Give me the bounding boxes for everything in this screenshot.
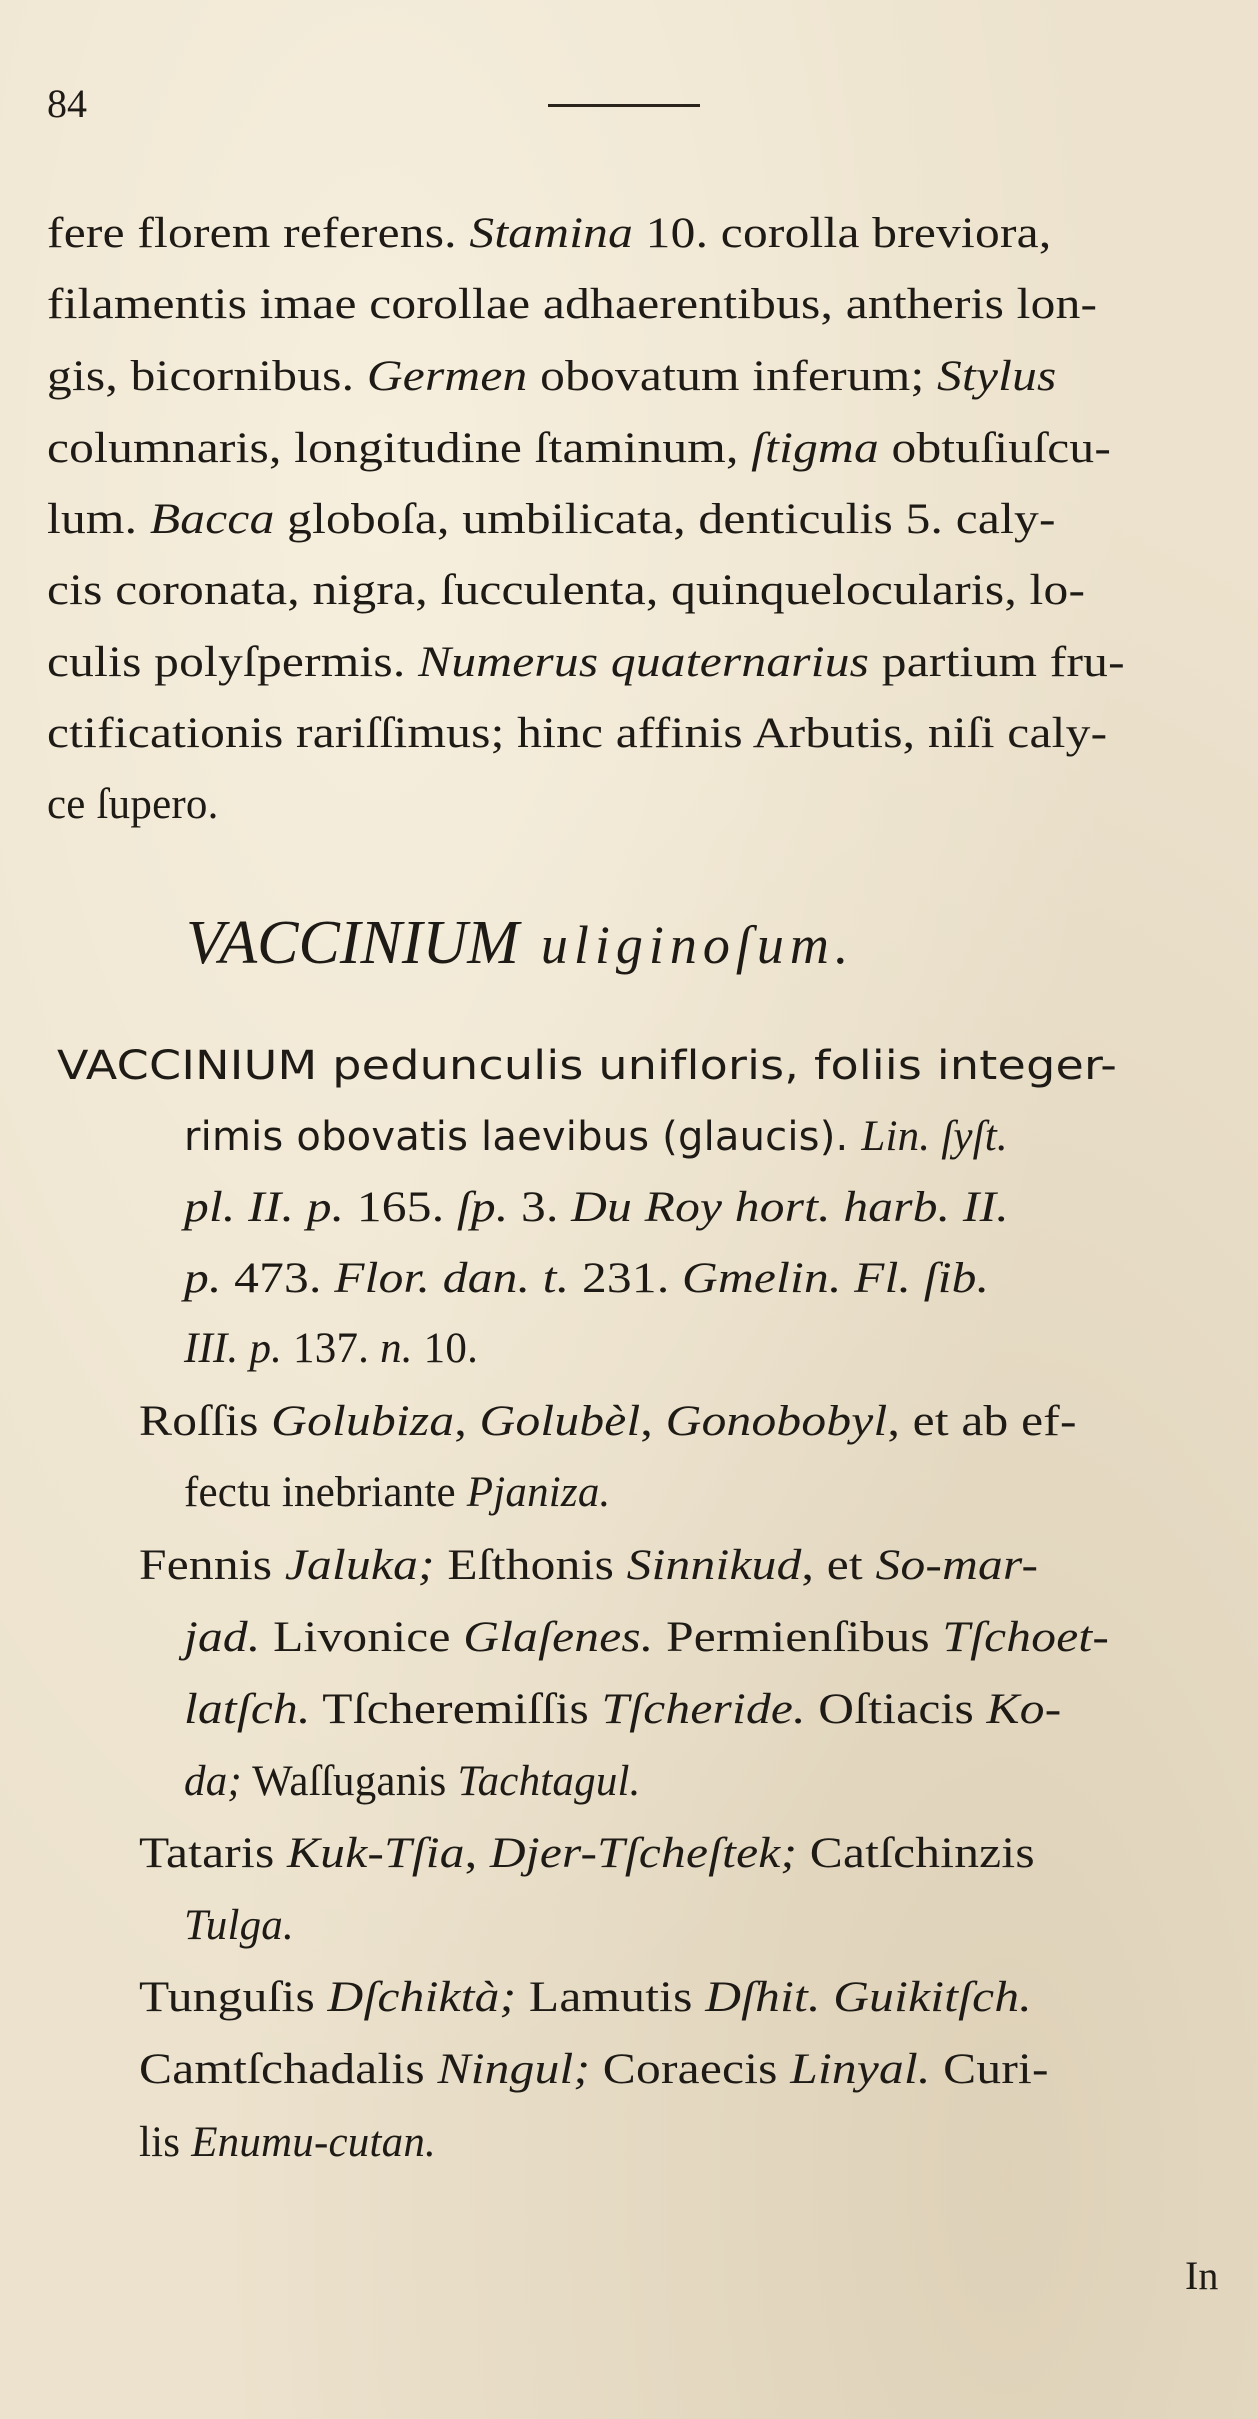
italic-text: Stylus [937,353,1057,400]
species-name: uliginoſum. [540,915,855,975]
entry-line [139,1544,1038,1587]
italic-text: Golubiza [271,1398,455,1445]
text-run: Roſſis [139,1398,272,1445]
entry-line [139,1832,1035,1875]
text-run: Tſcheremiſſis [310,1686,602,1733]
text-run: lis [139,2119,192,2166]
italic-text: III. p. [184,1325,283,1372]
text-run: , et [801,1542,876,1589]
entry-line [184,1257,989,1300]
italic-text: So-mar- [875,1542,1039,1589]
text-run: Oſtiacis [805,1686,987,1733]
italic-text: p. [184,1255,222,1302]
italic-text: n. [380,1325,413,1372]
entry-line [139,2121,436,2164]
text-run: obovatum inferum; [527,353,938,400]
entry-line [184,1760,641,1803]
catchword: In [1185,2253,1219,2298]
entry-line [184,1186,1009,1229]
italic-text: Sinnikud [626,1542,802,1589]
description-line [47,355,1057,398]
entry-line [184,1616,1109,1659]
text-run: Permienſibus [653,1614,943,1661]
italic-text: Ko- [986,1686,1062,1733]
text-run: 231. [569,1255,683,1302]
italic-text: jad. [184,1614,261,1661]
italic-text: ſp. [456,1184,509,1231]
text-run: cis coronata, nigra, ſucculenta, quinquelocularis, lo- [47,567,1086,614]
text-run: Livonice [260,1614,464,1661]
text-run: fere florem referens. [47,210,470,257]
text-run: rimis obovatis laevibus (glaucis). [184,1114,862,1160]
page-number: 84 [47,81,87,126]
italic-text: Tulga. [184,1902,294,1949]
italic-text: Dſhit. Guikitſch. [705,1974,1032,2021]
description-line [47,498,1056,541]
italic-text: Dſchiktà; [327,1974,517,2021]
text-run: obtuſiuſcu- [878,425,1112,472]
text-run: ce ſupero. [47,781,219,828]
description-line [47,212,1051,255]
description-line [47,569,1085,612]
text-run: lum. [47,496,150,543]
text-run: 165. [344,1184,457,1231]
italic-text: ſtigma [751,425,879,472]
description-line [47,283,1097,326]
entry-line [139,1400,1077,1443]
italic-text: Jaluka; [284,1542,435,1589]
text-run: 10. [412,1325,479,1372]
text-run: partium fru- [869,639,1125,686]
italic-text: Tſcheride. [601,1686,806,1733]
text-run: VACCINIUM pedunculis unifloris, foliis integer- [57,1043,1118,1089]
italic-text: Lin. ſyſt. [861,1113,1008,1160]
text-run: Fennis [139,1542,285,1589]
italic-text: Enumu-cutan. [191,2119,437,2166]
text-run: filamentis imae corollae adhaerentibus, antheris lon- [47,281,1098,328]
entry-line [184,1904,294,1947]
italic-text: Glaſenes. [463,1614,654,1661]
entry-line [184,1471,611,1514]
italic-text: Ningul; [437,2046,591,2093]
text-run: , [464,1830,490,1877]
italic-text: da; [184,1758,242,1805]
text-run: , [640,1398,666,1445]
italic-text: Linyal. [790,2046,931,2093]
text-run: Waſſuganis [241,1758,458,1805]
text-run: 137. [282,1325,381,1372]
italic-text: Du Roy hort. harb. II. [571,1184,1009,1231]
entry-line [184,1327,478,1370]
text-run: Tataris [139,1830,288,1877]
italic-text: Tachtagul. [457,1758,641,1805]
text-run: , [454,1398,480,1445]
text-run: Camtſchadalis [139,2046,438,2093]
italic-text: pl. II. p. [184,1184,345,1231]
species-heading [186,909,855,977]
italic-text: Pjaniza. [466,1469,611,1516]
text-run: globoſa, umbilicata, denticulis 5. caly- [274,496,1056,543]
text-run: ctificationis rariſſimus; hinc affinis Arbutis, niſi caly- [47,710,1108,757]
entry-line [139,1976,1032,2019]
text-run: Lamutis [516,1974,706,2021]
italic-text: Gonobobyl [665,1398,888,1445]
italic-text: Tſchoet- [942,1614,1110,1661]
text-run: 10. corolla breviora, [633,210,1052,257]
italic-text: Stamina [469,210,634,257]
italic-text: Bacca [149,496,275,543]
italic-text: Germen [366,353,528,400]
text-run: Coraecis [590,2046,791,2093]
entry-line [184,1115,1008,1158]
text-run: 3. [508,1184,572,1231]
italic-text: Flor. dan. t. [334,1255,570,1302]
text-run: Tunguſis [139,1974,328,2021]
italic-text: Kuk-Tſia [287,1830,465,1877]
text-run: columnaris, longitudine ſtaminum, [47,425,752,472]
description-line [47,427,1111,470]
description-line [47,641,1125,684]
italic-text: Gmelin. Fl. ſib. [682,1255,990,1302]
text-run: gis, bicornibus. [47,353,367,400]
header-rule [548,104,700,107]
entry-line [57,1044,1117,1087]
description-line [47,712,1107,755]
italic-text: Numerus quaternarius [418,639,870,686]
description-line [47,783,219,826]
italic-text: Djer-Tſcheſtek; [489,1830,798,1877]
text-run: 473. [221,1255,335,1302]
text-run: , et ab ef- [887,1398,1077,1445]
italic-text: latſch. [184,1686,311,1733]
text-run: Eſthonis [434,1542,627,1589]
entry-line [184,1688,1061,1731]
italic-text: Golubèl [479,1398,641,1445]
text-run: Catſchinzis [797,1830,1035,1877]
text-run: Curi- [930,2046,1049,2093]
text-run: fectu inebriante [184,1469,467,1516]
text-run: culis polyſpermis. [47,639,419,686]
entry-line [139,2048,1049,2091]
genus-name: VACCINIUM [186,909,519,977]
